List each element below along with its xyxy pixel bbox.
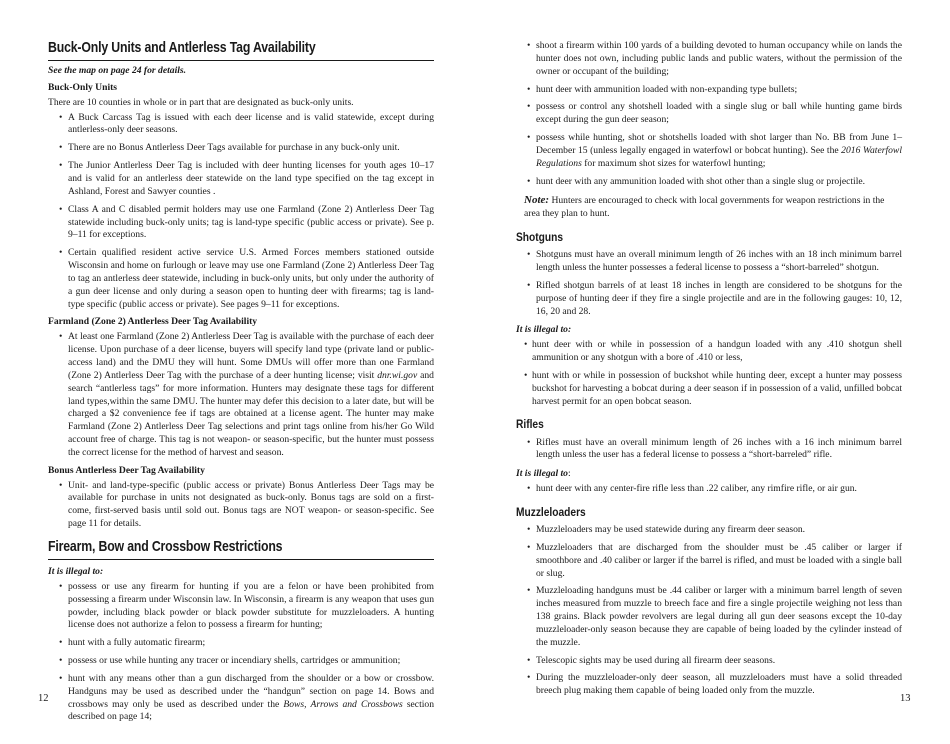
rifle-illegal-list — [516, 483, 902, 496]
farmland-text-1: At least one Farmland (Zone 2) Antlerless Deer Tag is available with the purchase of each deer license. Upon purchase of a deer license, buyers will specify land type (private land or public-access land) and the DMU they will hunt. Some DMUs will offer more than one Farmland (Zone 2) Antlerless Deer Tag with the purchase of a deer hunting license; visit — [68, 331, 434, 381]
shotgun-illegal-list — [516, 339, 902, 408]
buck-only-list — [48, 112, 434, 312]
list-item: • Shotguns must have an overall minimum length of 26 inches with an 18 inch minimum barrel length unless the hunter possesses a federal license to possess a “short-barreled” shotgun. — [516, 249, 902, 275]
bonus-heading: Bonus Antlerless Deer Tag Availability — [48, 464, 205, 476]
firearm-list — [48, 581, 434, 724]
farmland-list — [48, 331, 434, 459]
rifles-heading: Rifles — [516, 417, 544, 432]
list-item: • Telescopic sights may be used during all firearm deer seasons. — [516, 655, 902, 668]
list-item: • Muzzleloaders that are discharged from the shoulder must be .45 caliber or larger if smoothbore and .40 caliber or larger if the barrel is rifled, and must be loaded with a single ball or slug. — [516, 542, 902, 581]
rifle-illegal-text: It is illegal to — [516, 468, 568, 480]
page-number-left: 12 — [38, 693, 49, 704]
list-item: • hunt deer with ammunition loaded with non-expanding type bullets; — [516, 84, 902, 97]
list-item: • Certain qualified resident active service U.S. Armed Forces members stationed outside Wisconsin and home on furlough or leave may use one Farmland (Zone 2) Antlerless Deer Tag to tag an antlerless deer statewide, including in buck-only units, but only under the authority of a gun deer license and only during a season open to hunting deer with firearms; tag is land-type specific (public access or private). See pages 9–11 for exceptions. — [48, 247, 434, 311]
right-page — [516, 0, 902, 744]
list-item: • possess or use any firearm for hunting if you are a felon or have been prohibited from possessing a firearm under Wisconsin law. In Wisconsin, a firearm is any weapon that uses gun powder, including black powder or black powder substitute for muzzleloaders. A hunting license does not authorize a felon to possess a firearm for hunting; — [48, 581, 434, 632]
shot-text-2: for maximum shot sizes for waterfowl hunting; — [581, 157, 766, 169]
list-item — [48, 331, 434, 459]
list-item: • Muzzleloading handguns must be .44 caliber or larger with a minimum barrel length of seven inches measured from muzzle to breech face and fire a single projectile weighing not less than 138 grains. Black powder revolvers are legal during all gun deer seasons except the 10-day muzzleloader-only season because they are capable of being loaded by the cylinder instead of the muzzle. — [516, 585, 902, 649]
farmland-text-2: and search “antlerless tags” for more information. Hunters may designate these tags for different land types,within the same DMU. The hunter may defer this decision to a later date, but will be charged a $2 convenience fee if tags are obtained at a license agent. The hunter may make Farmland (Zone 2) Antlerless Deer Tag selections and print tags online from his/her Go Wild account free of charge. This tag is not weapon- or season-specific, but the hunter must possess the correct license for the method of harvest and season. — [68, 369, 434, 458]
list-item: • hunt deer with any center-fire rifle less than .22 caliber, any rimfire rifle, or air gun. — [516, 483, 902, 496]
bows-section-ref: Bows, Arrows and Crossbows — [283, 698, 403, 710]
list-item — [516, 132, 902, 171]
list-item — [48, 673, 434, 724]
shotgun-illegal-label: It is illegal to: — [516, 324, 572, 336]
page-number-right: 13 — [900, 693, 911, 704]
list-item: • During the muzzleloader-only deer season, all muzzleloaders must have a solid threaded breech plug making them capable of being loaded only from the muzzle. — [516, 672, 902, 698]
shotguns-heading: Shotguns — [516, 230, 564, 245]
list-item: • Rifled shotgun barrels of at least 18 inches in length are considered to be shotguns for the purpose of hunting deer if they fire a single projectile and are in the following gauges: 10, 12, 16, 20 and 28. — [516, 280, 902, 319]
shotgun-list — [516, 249, 902, 318]
illegal-label: It is illegal to: — [48, 566, 104, 578]
buck-only-title-rule — [48, 38, 434, 61]
note-text: Hunters are encouraged to check with local governments for weapon restrictions in the area they plan to hunt. — [524, 195, 885, 220]
buck-only-title: Buck-Only Units and Antlerless Tag Availability — [48, 39, 316, 56]
dnr-link[interactable]: dnr.wi.gov — [377, 369, 418, 381]
list-item: • A Buck Carcass Tag is issued with each deer license and is valid statewide, except during antlerless-only deer seasons. — [48, 112, 434, 138]
handgun-text-1: hunt with any means other than a gun discharged from the shoulder or a bow or crossbow. Handguns may be used as described under the “handgun” section on page 14. Bows and crossbows may only be used as described under the — [68, 672, 434, 710]
weapon-note — [524, 193, 902, 221]
list-item: • possess or use while hunting any tracer or incendiary shells, cartridges or ammunition; — [48, 655, 434, 668]
rifle-illegal-label — [516, 468, 902, 481]
note-label: Note: — [524, 194, 550, 207]
list-item: • Unit- and land-type-specific (public access or private) Bonus Antlerless Deer Tags may be available for purchase in units not designated as buck-only. Bonus tags are sold on a first-come, first-served basis until sold out. Bonus tags are NOT weapon- or season-specific. See page 11 for details. — [48, 480, 434, 531]
list-item: • hunt deer with or while in possession of a handgun loaded with any .410 shotgun shell ammunition or any shotgun with a bore of .410 or less, — [516, 339, 902, 365]
firearm-title-rule — [48, 537, 434, 560]
list-item: • Rifles must have an overall minimum length of 26 inches with a 16 inch minimum barrel length unless the user has a federal license to possess a “short-barreled” rifle. — [516, 437, 902, 463]
waterfowl-regs-ref: 2016 Waterfowl Regulations — [536, 144, 902, 169]
handgun-text-2: section described on page 14; — [68, 698, 434, 723]
rifle-list — [516, 437, 902, 463]
list-item: • hunt with or while in possession of buckshot while hunting deer, except a hunter may possess buckshot for harvesting a bobcat during a deer season if in possession of a valid, unfilled bobcat harvest permit for an open bobcat season. — [516, 370, 902, 409]
rifle-illegal-colon: : — [567, 468, 571, 480]
list-item: • Muzzleloaders may be used statewide during any firearm deer season. — [516, 524, 902, 537]
see-map-note: See the map on page 24 for details. — [48, 65, 187, 77]
left-page — [48, 0, 434, 744]
shot-text-1: possess while hunting, shot or shotshells loaded with shot larger than No. BB from June 1– December 15 (unless legally engaged in waterfowl or bobcat hunting). See the — [536, 132, 902, 156]
weapon-restrictions-list — [516, 40, 902, 188]
list-item: • The Junior Antlerless Deer Tag is included with deer hunting licenses for youth ages 10–17 and is valid for an antlerless deer statewide on the land type specified on the tag except in Ashland, Forest and Sawyer counties . — [48, 160, 434, 199]
muzzleloaders-heading: Muzzleloaders — [516, 504, 586, 519]
buck-only-heading: Buck-Only Units — [48, 81, 118, 93]
list-item: • hunt deer with any ammunition loaded with shot other than a single slug or projectile. — [516, 176, 902, 189]
list-item: • possess or control any shotshell loaded with a single slug or ball while hunting game birds except during the gun deer season; — [516, 101, 902, 127]
buck-only-intro: There are 10 counties in whole or in part that are designated as buck-only units. — [48, 96, 354, 108]
bonus-list — [48, 480, 434, 531]
muzzleloader-list — [516, 524, 902, 698]
list-item: • shoot a firearm within 100 yards of a building devoted to human occupancy while on lands the hunter does not own, including public lands and public waters, without the permission of the owner or occupant of the building; — [516, 40, 902, 79]
list-item: • There are no Bonus Antlerless Deer Tags available for purchase in any buck-only unit. — [48, 142, 434, 155]
firearm-title: Firearm, Bow and Crossbow Restrictions — [48, 537, 283, 555]
list-item: • Class A and C disabled permit holders may use one Farmland (Zone 2) Antlerless Deer Tag statewide including buck-only units; tag is land-type specific (public access or private). See p. 9–11 for exceptions. — [48, 204, 434, 243]
list-item: • hunt with a fully automatic firearm; — [48, 637, 434, 650]
farmland-heading: Farmland (Zone 2) Antlerless Deer Tag Availability — [48, 316, 258, 328]
